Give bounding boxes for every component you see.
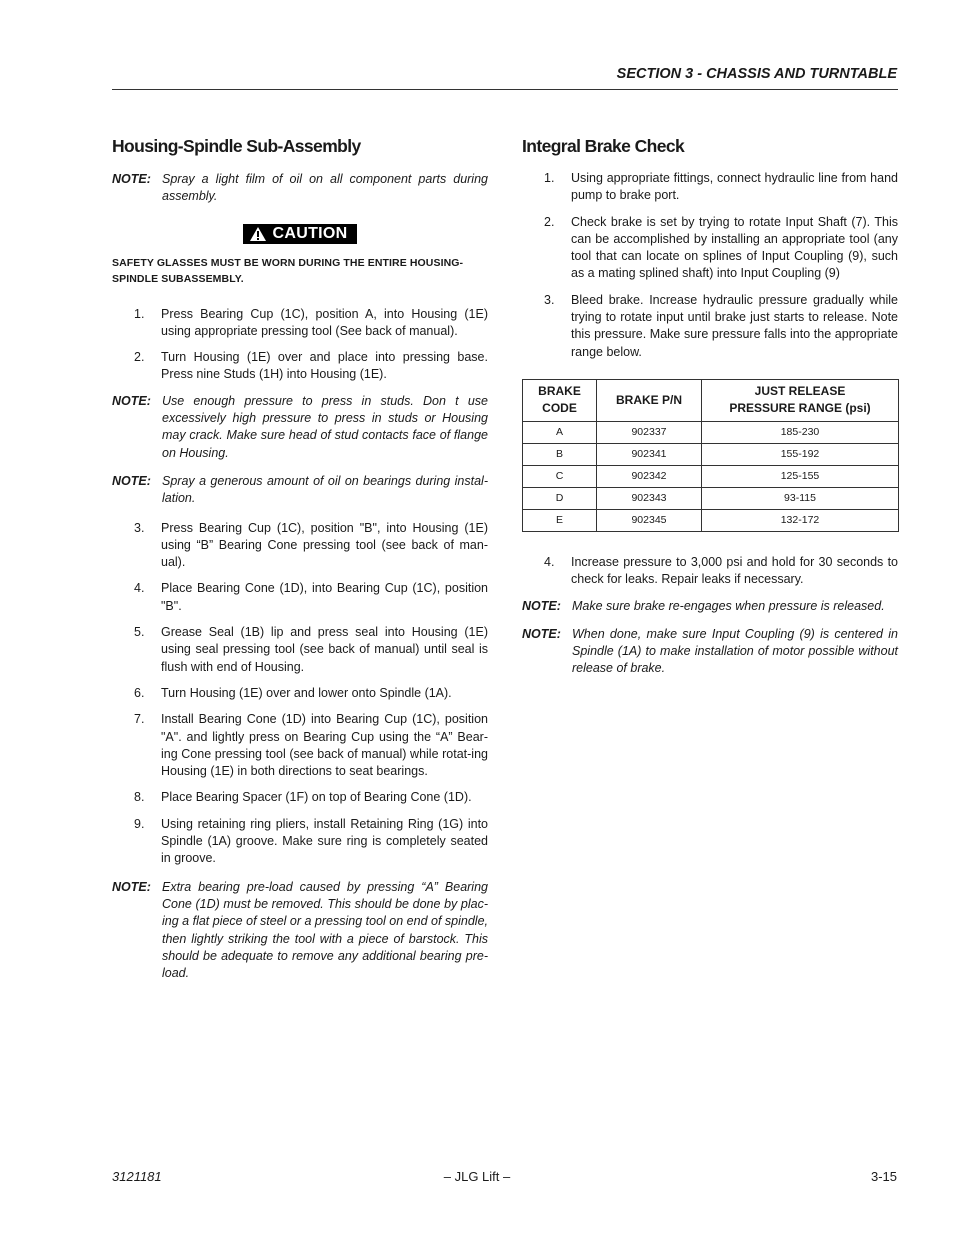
- table-cell: B: [523, 443, 597, 465]
- table-cell: 132-172: [702, 509, 899, 531]
- step-text: Press Bearing Cup (1C), position "B", into Housing (1E) using “B” Bearing Cone pressing tool (see back of man-ual).: [161, 520, 488, 570]
- table-header-row: [523, 379, 899, 421]
- header-rule: [112, 89, 898, 90]
- list-item: [134, 349, 488, 384]
- table-cell: C: [523, 465, 597, 487]
- caution-badge: [243, 224, 358, 244]
- table-cell: 902341: [597, 443, 702, 465]
- header-line: BRAKE P/N: [615, 392, 682, 407]
- step-text: Bleed brake. Increase hydraulic pressure gradually while trying to rotate input until brake just starts to release. Note this pressure. Make sure pressure falls into the appropriate range below.: [571, 292, 898, 359]
- table-cell: 902343: [597, 487, 702, 509]
- list-item: [544, 170, 898, 205]
- note: [112, 879, 488, 983]
- note: [112, 473, 488, 508]
- note-label: NOTE:: [112, 172, 151, 186]
- caution-label: CAUTION: [272, 224, 348, 242]
- table-cell: D: [523, 487, 597, 509]
- step-number: 3.: [134, 520, 145, 535]
- step-number: 4.: [134, 581, 145, 596]
- warning-triangle-icon: [249, 226, 267, 242]
- right-column: [522, 136, 898, 689]
- table-cell: 93-115: [702, 487, 899, 509]
- header-line: PRESSURE RANGE (psi): [729, 401, 871, 416]
- table-cell: 185-230: [702, 421, 899, 443]
- table-cell: E: [523, 509, 597, 531]
- right-steps-b: [522, 554, 898, 589]
- brake-pressure-table: [522, 379, 899, 532]
- table-row: [523, 509, 899, 531]
- integral-brake-heading: Integral Brake Check: [522, 136, 685, 156]
- header-line: JUST RELEASE: [754, 384, 846, 399]
- note: [112, 171, 488, 206]
- step-text: Using retaining ring pliers, install Retaining Ring (1G) into Spindle (1A) groove. Make sure ring is completely seated in groove.: [161, 816, 488, 866]
- step-number: 4.: [544, 554, 555, 569]
- note: [522, 598, 898, 615]
- note-text: Spray a light film of oil on all component parts during assembly.: [162, 172, 488, 204]
- table-cell: 902337: [597, 421, 702, 443]
- list-item: [544, 292, 898, 361]
- right-steps-a: [522, 170, 898, 361]
- list-item: [134, 711, 488, 780]
- step-number: 8.: [134, 790, 145, 805]
- step-number: 5.: [134, 625, 145, 640]
- table-cell: 902345: [597, 509, 702, 531]
- doc-number: 3121181: [112, 1169, 162, 1184]
- list-item: [134, 685, 488, 702]
- note-text: Spray a generous amount of oil on bearings during instal-lation.: [162, 473, 488, 506]
- step-number: 3.: [544, 292, 555, 307]
- table-cell: A: [523, 421, 597, 443]
- note-text: Use enough pressure to press in studs. Don t use excessively high pressure to press in studs or Housing may crack. Make sure head of stud contacts face of flange on Housing.: [162, 393, 488, 460]
- list-item: [134, 580, 488, 615]
- note-label: NOTE:: [112, 393, 151, 408]
- table-row: [523, 421, 899, 443]
- housing-spindle-heading: Housing-Spindle Sub-Assembly: [112, 136, 361, 156]
- caution-banner: [112, 224, 488, 247]
- note-label: NOTE:: [112, 879, 151, 894]
- list-item: [134, 520, 488, 572]
- step-number: 2.: [134, 350, 145, 365]
- header-line: BRAKE: [538, 384, 581, 399]
- step-text: Press Bearing Cup (1C), position A, into Housing (1E) using appropriate pressing tool (See back of manual).: [161, 306, 488, 338]
- header-pressure-range: [702, 379, 899, 421]
- step-number: 6.: [134, 685, 145, 700]
- footer-publisher: – JLG Lift –: [443, 1169, 511, 1184]
- header-line: CODE: [542, 401, 577, 416]
- step-number: 7.: [134, 712, 145, 727]
- list-item: [544, 554, 898, 589]
- left-steps-a: [112, 306, 488, 384]
- step-text: Turn Housing (1E) over and place into pressing base. Press nine Studs (1H) into Housing (1E).: [161, 350, 488, 382]
- note: [522, 626, 898, 678]
- step-number: 1.: [544, 171, 555, 185]
- note-label: NOTE:: [112, 473, 151, 488]
- table-row: [523, 465, 899, 487]
- left-column: [112, 136, 488, 993]
- list-item: [544, 214, 898, 283]
- header-brake-pn: [597, 379, 702, 421]
- note: [112, 393, 488, 462]
- step-text: Turn Housing (1E) over and lower onto Spindle (1A).: [161, 685, 452, 700]
- table-row: [523, 443, 899, 465]
- section-title: SECTION 3 - CHASSIS AND TURNTABLE: [616, 66, 897, 82]
- header-brake-code: [523, 379, 597, 421]
- note-label: NOTE:: [522, 626, 561, 641]
- list-item: [134, 624, 488, 676]
- step-text: Install Bearing Cone (1D) into Bearing Cup (1C), position "A". and lightly press on Bearing Cup using the “A” Bear-ing Cone pressing tool (see back of manual) while rotat-ing Housing (1E) in both directions to seat bearings.: [161, 712, 488, 779]
- list-item: [134, 306, 488, 341]
- step-text: Increase pressure to 3,000 psi and hold for 30 seconds to check for leaks. Repair leaks if necessary.: [571, 554, 898, 587]
- left-steps-b: [112, 520, 488, 868]
- step-text: Using appropriate fittings, connect hydraulic line from hand pump to brake port.: [571, 171, 898, 203]
- table-row: [523, 487, 899, 509]
- step-number: 9.: [134, 816, 145, 831]
- note-text: Make sure brake re-engages when pressure is released.: [572, 598, 885, 613]
- list-item: [134, 789, 488, 806]
- step-number: 1.: [134, 306, 145, 321]
- caution-text: SAFETY GLASSES MUST BE WORN DURING THE ENTIRE HOUSING-SPINDLE SUBASSEMBLY.: [112, 256, 464, 286]
- note-label: NOTE:: [522, 598, 561, 613]
- list-item: [134, 816, 488, 868]
- step-text: Grease Seal (1B) lip and press seal into Housing (1E) using seal pressing tool (see back of manual) until seal is flush with end of Housing.: [161, 625, 488, 674]
- step-number: 2.: [544, 214, 555, 229]
- note-text: When done, make sure Input Coupling (9) is centered in Spindle (1A) to make installation of motor possible without release of brake.: [572, 626, 898, 676]
- step-text: Check brake is set by trying to rotate Input Shaft (7). This can be accomplished by installing an appropriate tool (any tool that can locate on splines of Input Coupling (9), such as a mating splined shaft) into Input Coupling (9): [571, 214, 898, 281]
- page-number: 3-15: [870, 1169, 897, 1184]
- step-text: Place Bearing Spacer (1F) on top of Bearing Cone (1D).: [161, 790, 472, 805]
- table-cell: 902342: [597, 465, 702, 487]
- table-cell: 155-192: [702, 443, 899, 465]
- note-text: Extra bearing pre-load caused by pressing “A” Bearing Cone (1D) must be removed. This should be done by plac-ing a flat piece of steel or a pressing tool on end of spindle, then lightly striking the tool with a piece of barstock. This should be adequate to remove any additional bearing pre-load.: [162, 879, 488, 981]
- step-text: Place Bearing Cone (1D), into Bearing Cup (1C), position "B".: [161, 581, 488, 613]
- table-cell: 125-155: [702, 465, 899, 487]
